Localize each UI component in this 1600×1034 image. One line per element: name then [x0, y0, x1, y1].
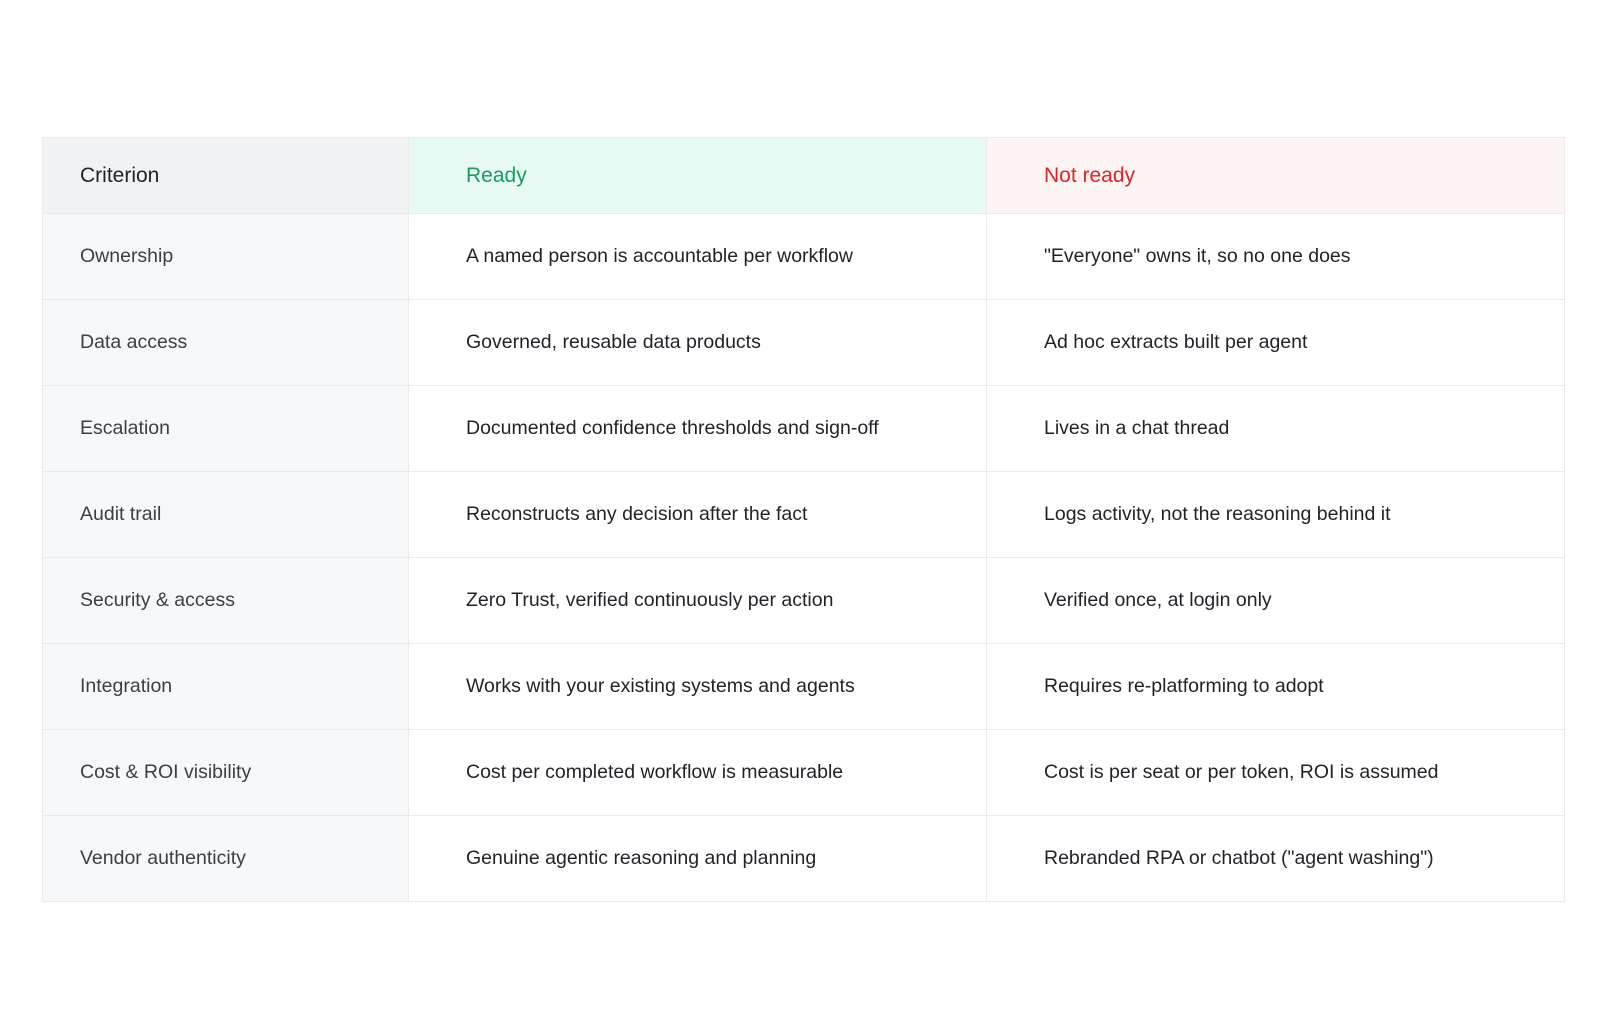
ready-cell: Documented confidence thresholds and sign-off	[409, 386, 987, 472]
header-criterion: Criterion	[43, 138, 409, 214]
readiness-comparison-table	[42, 137, 1565, 902]
criterion-cell: Cost & ROI visibility	[43, 730, 409, 816]
ready-cell: Governed, reusable data products	[409, 300, 987, 386]
table-row	[43, 214, 1565, 300]
ready-cell: Reconstructs any decision after the fact	[409, 472, 987, 558]
criterion-cell: Ownership	[43, 214, 409, 300]
comparison-table-container	[42, 137, 1564, 902]
header-not-ready: Not ready	[987, 138, 1565, 214]
not-ready-cell: Requires re-platforming to adopt	[987, 644, 1565, 730]
criterion-cell: Integration	[43, 644, 409, 730]
table-header	[43, 138, 1565, 214]
criterion-cell: Audit trail	[43, 472, 409, 558]
ready-cell: Zero Trust, verified continuously per action	[409, 558, 987, 644]
table-body	[43, 214, 1565, 902]
ready-cell: A named person is accountable per workflow	[409, 214, 987, 300]
not-ready-cell: Rebranded RPA or chatbot ("agent washing")	[987, 816, 1565, 902]
table-row	[43, 386, 1565, 472]
not-ready-cell: "Everyone" owns it, so no one does	[987, 214, 1565, 300]
table-row	[43, 472, 1565, 558]
ready-cell: Cost per completed workflow is measurable	[409, 730, 987, 816]
header-row	[43, 138, 1565, 214]
not-ready-cell: Ad hoc extracts built per agent	[987, 300, 1565, 386]
criterion-cell: Vendor authenticity	[43, 816, 409, 902]
not-ready-cell: Verified once, at login only	[987, 558, 1565, 644]
table-row	[43, 816, 1565, 902]
not-ready-cell: Logs activity, not the reasoning behind it	[987, 472, 1565, 558]
criterion-cell: Escalation	[43, 386, 409, 472]
ready-cell: Genuine agentic reasoning and planning	[409, 816, 987, 902]
table-row	[43, 300, 1565, 386]
criterion-cell: Data access	[43, 300, 409, 386]
header-ready: Ready	[409, 138, 987, 214]
criterion-cell: Security & access	[43, 558, 409, 644]
table-row	[43, 558, 1565, 644]
not-ready-cell: Cost is per seat or per token, ROI is assumed	[987, 730, 1565, 816]
not-ready-cell: Lives in a chat thread	[987, 386, 1565, 472]
ready-cell: Works with your existing systems and agents	[409, 644, 987, 730]
table-row	[43, 730, 1565, 816]
table-row	[43, 644, 1565, 730]
